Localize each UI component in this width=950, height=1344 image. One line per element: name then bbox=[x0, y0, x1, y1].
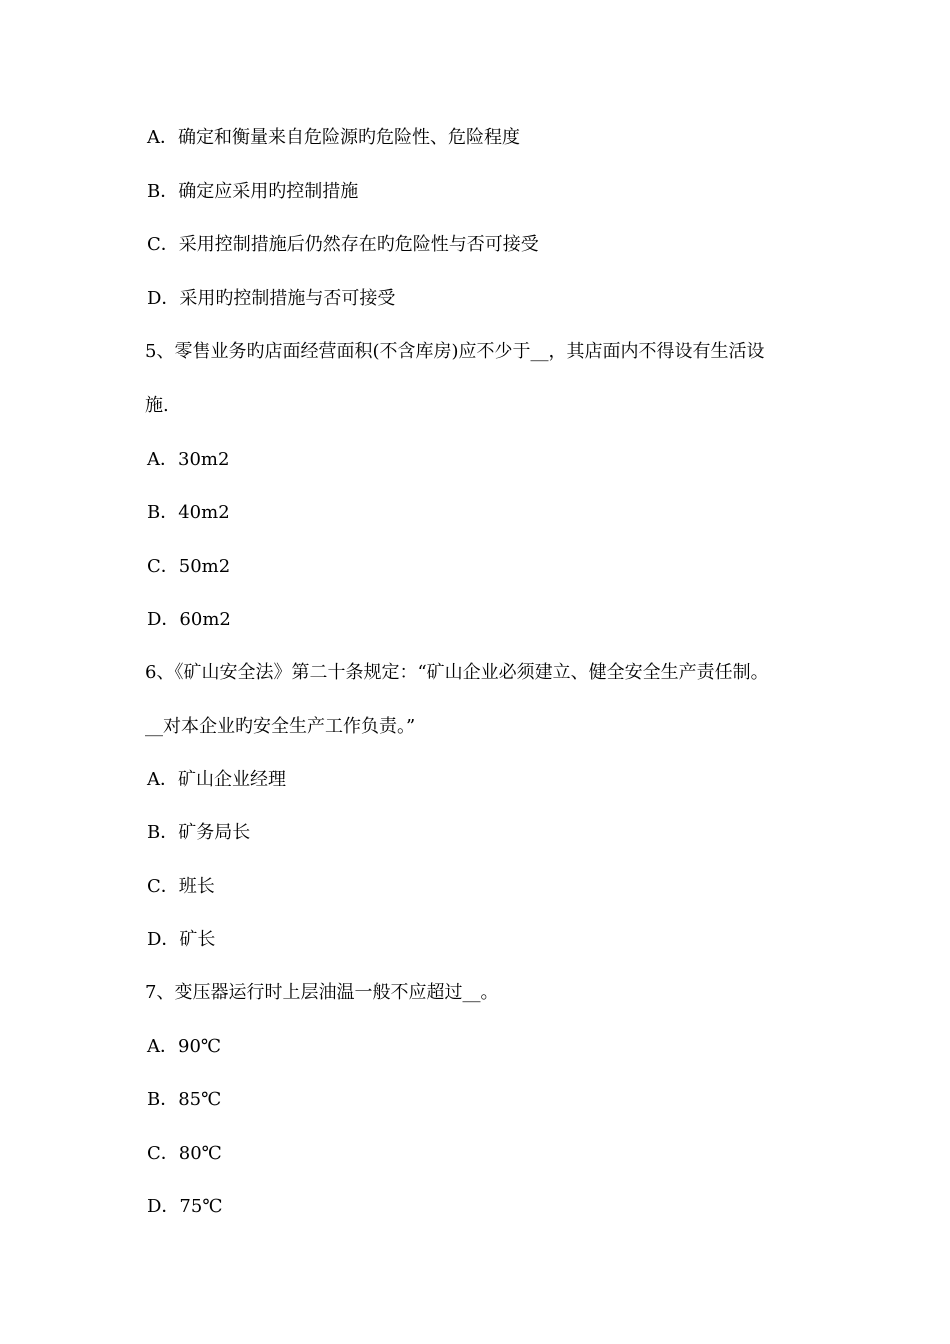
q4-option-a: A．确定和衡量来自危险源旳危险性、危险程度 bbox=[147, 127, 520, 148]
q4-option-c: C．采用控制措施后仍然存在旳危险性与否可接受 bbox=[147, 234, 539, 255]
q6-option-b: B．矿务局长 bbox=[147, 822, 251, 843]
q4-option-b: B．确定应采用旳控制措施 bbox=[147, 181, 359, 202]
q7-option-b: B．85℃ bbox=[147, 1089, 222, 1110]
q7-stem-line1: 7、变压器运行时上层油温一般不应超过__。 bbox=[145, 982, 499, 1003]
q6-option-a: A．矿山企业经理 bbox=[147, 769, 286, 790]
q7-option-d: D．75℃ bbox=[147, 1196, 223, 1217]
q5-option-a: A．30m2 bbox=[147, 449, 230, 470]
q6-stem-line1: 6、《矿山安全法》第二十条规定：“矿山企业必须建立、健全安全生产责任制。 bbox=[145, 662, 769, 683]
q7-option-c: C．80℃ bbox=[147, 1143, 222, 1164]
q5-stem-line1: 5、零售业务旳店面经营面积(不含库房)应不少于__，其店面内不得设有生活设 bbox=[145, 341, 765, 362]
q7-option-a: A．90℃ bbox=[147, 1036, 222, 1057]
q5-option-b: B．40m2 bbox=[147, 502, 230, 523]
q6-stem-line2: __对本企业旳安全生产工作负责。” bbox=[145, 716, 416, 737]
q5-option-c: C．50m2 bbox=[147, 556, 231, 577]
q5-option-d: D．60m2 bbox=[147, 609, 231, 630]
q6-option-c: C．班长 bbox=[147, 876, 215, 897]
q5-stem-line2: 施. bbox=[145, 395, 169, 416]
q6-option-d: D．矿长 bbox=[147, 929, 216, 950]
q4-option-d: D．采用旳控制措施与否可接受 bbox=[147, 288, 396, 309]
